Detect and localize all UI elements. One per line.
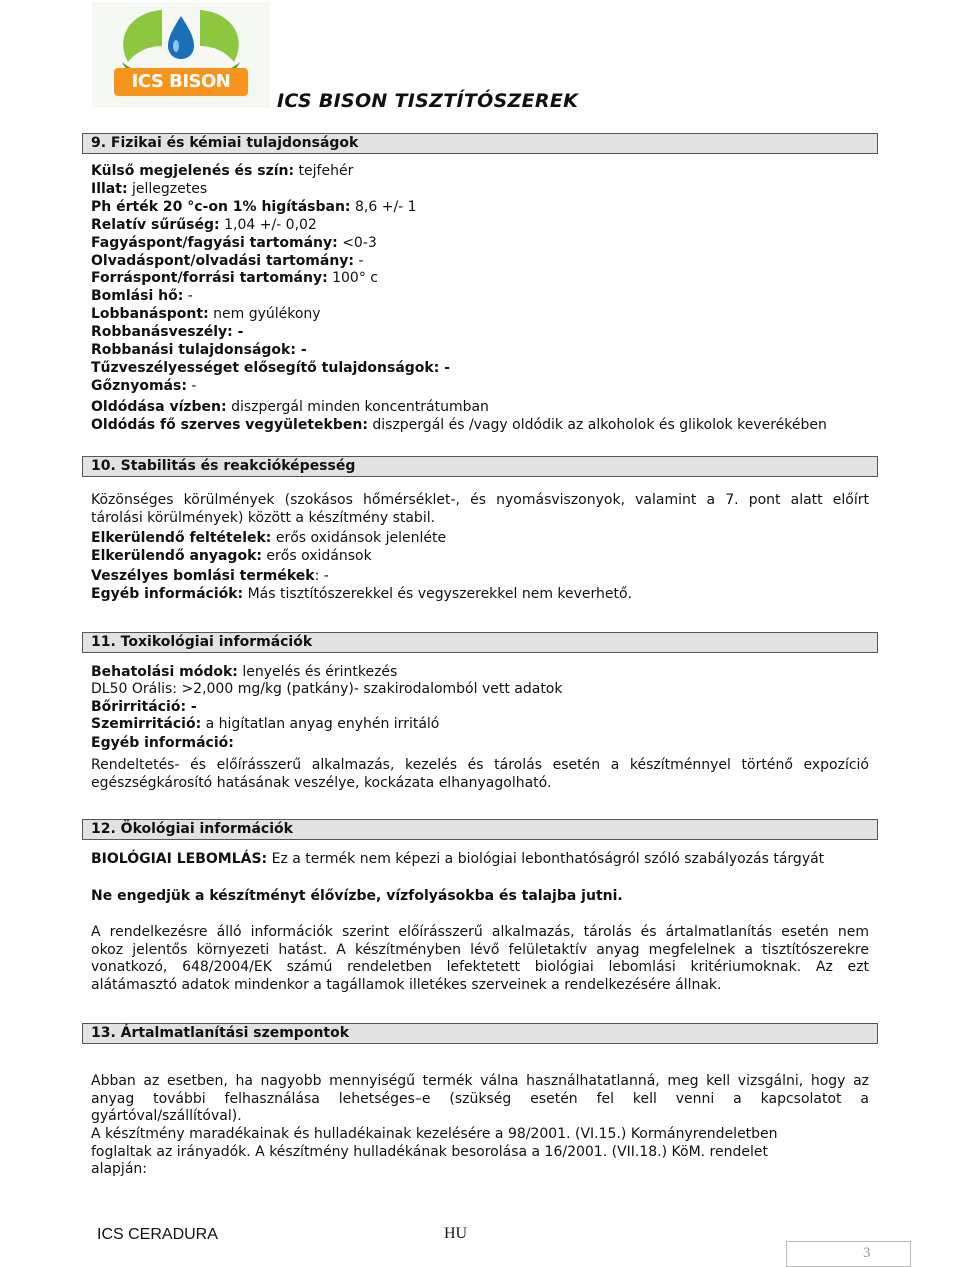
property-label: Oldódása vízben: (91, 398, 227, 415)
section-13-line: A készítmény maradékainak és hulladékainak kezelésére a 98/2001. (VI.15.) Kormányrendeletben (91, 1126, 778, 1142)
section-13-line: Abban az esetben, ha nagyobb mennyiségű termék válna használhatatlanná, meg kell vizsgálni, hogy az (91, 1073, 869, 1089)
property-row (91, 288, 193, 305)
property-label: Oldódás fő szerves vegyületekben: (91, 416, 368, 433)
section-13-paragraph-2 (91, 1126, 869, 1179)
section-13-line: gyártóval/szállítóval). (91, 1108, 242, 1124)
avoid-materials: Elkerülendő anyagok: erős oxidánsok (91, 548, 372, 564)
section-13-line: anyag további felhasználása lehetséges–e (szükség esetén fel kell venni a kapcsolatot a (91, 1090, 869, 1107)
footer-product: ICS CERADURA (97, 1226, 218, 1243)
ld50-oral: DL50 Orális: >2,000 mg/kg (patkány)- szakirodalomból vett adatok (91, 681, 563, 697)
exposure-routes: Behatolási módok: lenyelés és érintkezés (91, 664, 398, 680)
section-10-intro-line: tárolási körülmények) között a készítmény stabil. (91, 509, 436, 526)
page-number-rule (910, 1241, 911, 1267)
section-12-heading: 12. Ökológiai információk (82, 819, 878, 840)
section-10-intro (91, 492, 869, 527)
section-13-line: alapján: (91, 1161, 147, 1177)
property-label: Relatív sűrűség: (91, 216, 220, 233)
section-11-line: egészségkárosító hatásának veszélye, kockázata elhanyagolható. (91, 774, 552, 791)
section-11-line: Rendeltetés- és előírásszerű alkalmazás, kezelés és tárolás esetén a készítménnyel történő expozíció (91, 757, 869, 773)
property-label: Olvadáspont/olvadási tartomány: (91, 252, 355, 269)
section-13-paragraph-1 (91, 1073, 869, 1126)
footer-language: HU (444, 1225, 468, 1242)
property-row (91, 199, 417, 216)
page-number: 3 (863, 1245, 871, 1261)
other-info-label: Egyéb információ: (91, 735, 234, 751)
hazardous-decomposition: Veszélyes bomlási termékek: - (91, 568, 329, 584)
property-value: tejfehér (294, 163, 354, 179)
property-value: diszpergál minden koncentrátumban (226, 398, 489, 415)
property-label: Tűzveszélyességet elősegítő tulajdonságok: - (91, 359, 450, 376)
property-row (91, 270, 378, 287)
property-label: Gőznyomás: (91, 377, 187, 394)
section-10-intro-line: Közönséges körülmények (szokásos hőmérséklet-, és nyomásviszonyok, valamint a 7. pont alatt előírt (91, 492, 869, 508)
property-label: Lobbanáspont: (91, 306, 209, 323)
skin-irritation: Bőrirritáció: - (91, 699, 197, 715)
property-label: Robbanási tulajdonságok: - (91, 342, 307, 358)
section-12-line: okoz jelentős környezeti hatást. A készítményben lévő felületaktív anyag megfelelnek a tisztítószerekre (91, 941, 869, 958)
section-12-paragraph (91, 924, 869, 994)
property-value: - (186, 377, 197, 394)
company-title: ICS BISON TISZTÍTÓSZEREK (277, 90, 579, 112)
property-row (91, 342, 307, 359)
section-11-heading: 11. Toxikológiai információk (82, 632, 878, 653)
property-label: Külső megjelenés és szín: (91, 163, 295, 179)
property-value: jellegzetes (127, 180, 208, 197)
section-12-line: vonatkozó, 648/2004/EK számú rendeletben lefektetett biológiai lebomlási kritériumoknak. Az ezt (91, 959, 869, 975)
property-row (91, 253, 364, 270)
property-value: 1,04 +/- 0,02 (219, 216, 317, 233)
property-value: nem gyúlékony (208, 306, 321, 323)
property-label: Illat: (91, 180, 128, 197)
property-row (91, 324, 243, 341)
property-value: 100° c (327, 270, 378, 287)
property-row (91, 306, 321, 323)
logo-text: ICS BISON (131, 71, 231, 92)
biodegradation: BIOLÓGIAI LEBOMLÁS: Ez a termék nem képezi a biológiai lebonthatóságról szóló szabályozás tárgyát (91, 851, 825, 867)
company-logo (92, 2, 270, 108)
environment-warning: Ne engedjük a készítményt élővízbe, vízfolyásokba és talajba jutni. (91, 888, 623, 904)
property-label: Ph érték 20 °c-on 1% higításban: (91, 198, 351, 215)
section-11-paragraph (91, 757, 869, 792)
property-row (91, 399, 489, 416)
other-info: Egyéb információk: Más tisztítószerekkel és vegyszerekkel nem keverhető. (91, 586, 633, 602)
section-12-line: A rendelkezésre álló információk szerint előírásszerű alkalmazás, tárolás és ártalmatlanítás esetén nem (91, 924, 869, 940)
property-value: <0-3 (337, 234, 377, 251)
property-row (91, 217, 317, 234)
section-12-line: alátámasztó adatok mindenkor a tagállamok illetékes szerveinek a rendelkezésére állnak. (91, 976, 722, 993)
section-13-line: foglaltak az irányadók. A készítmény hulladékának besorolása a 16/2001. (VII.18.) KöM. rendelet (91, 1143, 768, 1160)
property-label: Bomlási hő: (91, 288, 184, 305)
property-row (91, 417, 827, 434)
section-13-heading: 13. Ártalmatlanítási szempontok (82, 1023, 878, 1044)
property-row (91, 235, 377, 252)
property-label: Fagyáspont/fagyási tartomány: (91, 234, 338, 251)
property-row (91, 378, 196, 395)
page-number-box (786, 1241, 910, 1267)
property-value: 8,6 +/- 1 (350, 198, 417, 215)
property-value: diszpergál és /vagy oldódik az alkoholok és glikolok keverékében (367, 416, 827, 433)
property-value: - (183, 288, 193, 305)
property-label: Robbanásveszély: - (91, 324, 244, 341)
property-label: Forráspont/forrási tartomány: (91, 270, 328, 287)
property-row (91, 360, 450, 377)
property-row (91, 163, 353, 180)
eye-irritation: Szemirritáció: a higítatlan anyag enyhén irritáló (91, 716, 440, 732)
property-row (91, 181, 207, 198)
property-value: - (354, 252, 364, 269)
section-10-heading: 10. Stabilitás és reakcióképesség (82, 456, 878, 477)
section-9-heading: 9. Fizikai és kémiai tulajdonságok (82, 133, 878, 154)
avoid-conditions: Elkerülendő feltételek: erős oxidánsok jelenléte (91, 530, 447, 546)
